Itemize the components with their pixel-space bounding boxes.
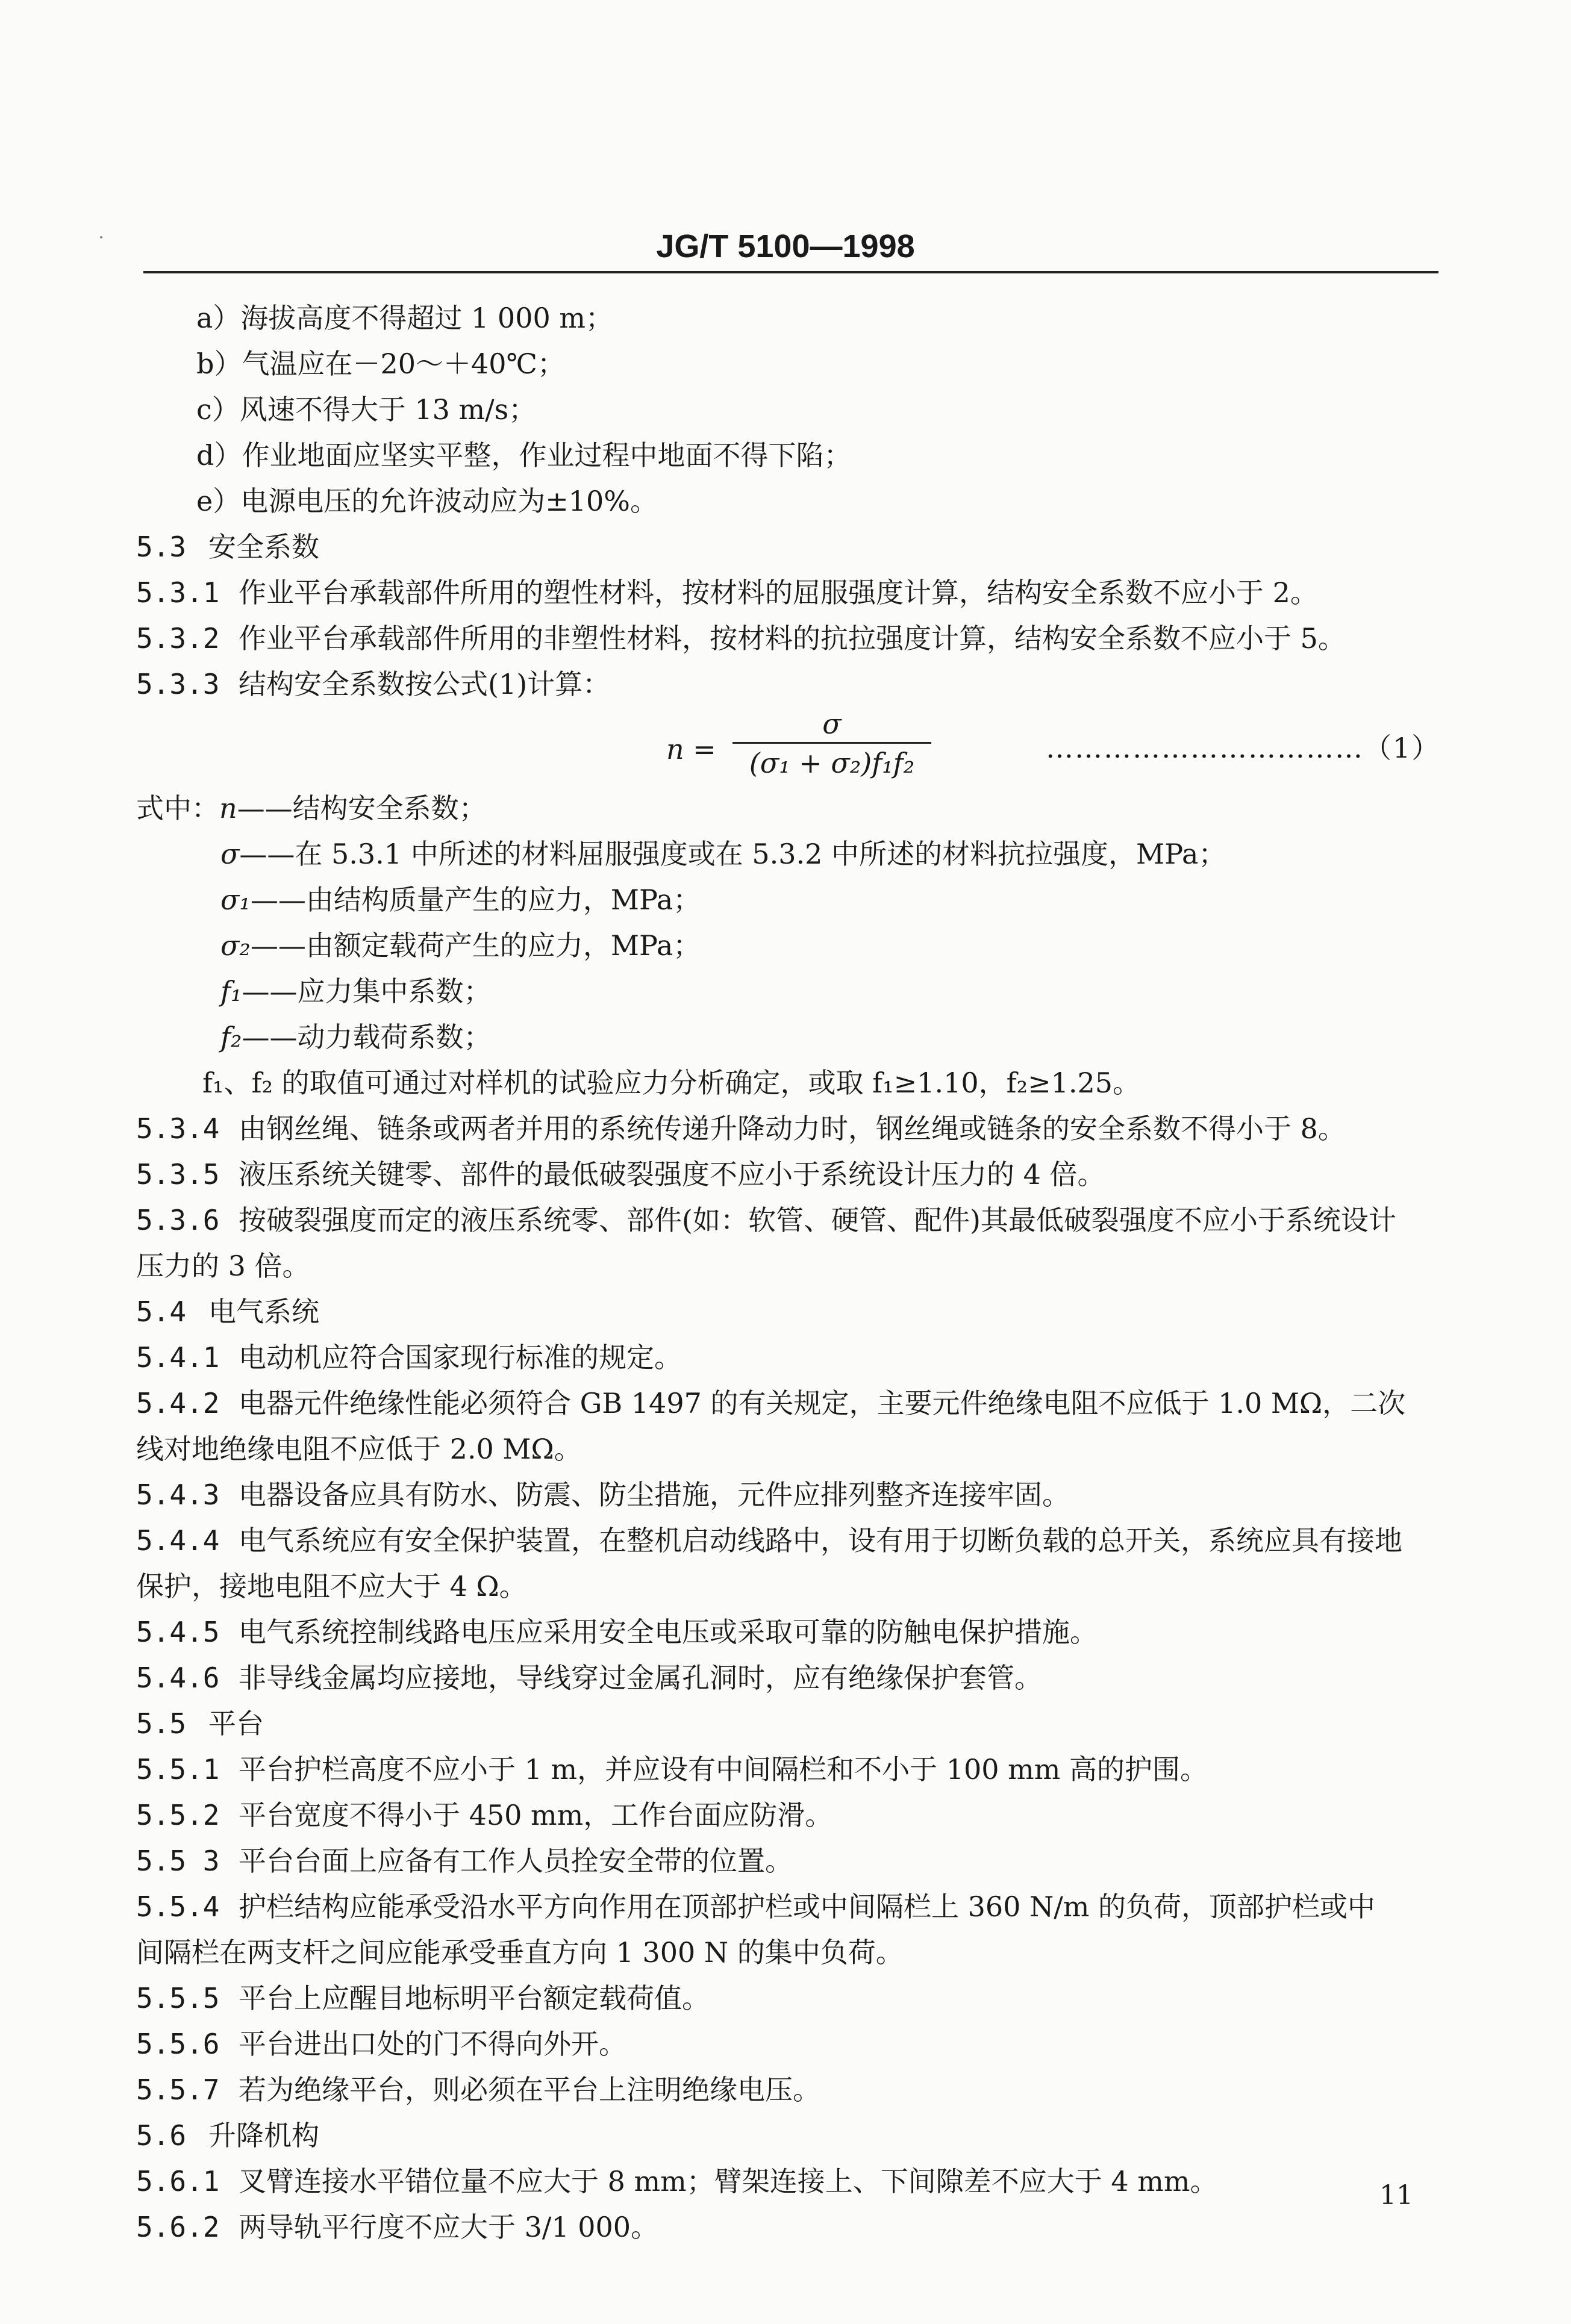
term-description: ——结构安全系数； — [237, 792, 487, 824]
clause-number: 5.6.1 — [136, 2165, 220, 2198]
term-symbol: f₂ — [220, 1021, 242, 1053]
section-heading-5-5 — [136, 1701, 1437, 1746]
formula-numerator: σ — [822, 708, 842, 740]
clause-number: 5.4.2 — [136, 1387, 220, 1419]
clause-text: 平台护栏高度不应小于 1 m，并应设有中间隔栏和不小于 100 mm 高的护围。 — [239, 1753, 1208, 1786]
clause-text: 电气系统应有安全保护装置，在整机启动线路中，设有用于切断负载的总开关，系统应具有接地 — [239, 1524, 1402, 1557]
clause-number: 5.5 3 — [136, 1845, 220, 1877]
clause-text: 平台进出口处的门不得向外开。 — [239, 2028, 626, 2060]
clause-text: 电器设备应具有防水、防震、防尘措施，元件应排列整齐连接牢固。 — [239, 1478, 1070, 1511]
list-item-e: e）电源电压的允许波动应为±10%。 — [196, 485, 658, 517]
clause-5-3-3 — [136, 661, 1437, 707]
clause-text: 非导线金属均应接地，导线穿过金属孔洞时，应有绝缘保护套管。 — [239, 1662, 1042, 1694]
clause-number: 5.5.4 — [136, 1890, 220, 1923]
clause-5-3-6-continued: 压力的 3 倍。 — [136, 1250, 310, 1282]
clause-number: 5.3.1 — [136, 576, 220, 609]
list-item-c: c）风速不得大于 13 m/s； — [196, 393, 537, 426]
clause-5-3-1 — [136, 570, 1437, 615]
term-description: ——动力载荷系数； — [242, 1021, 492, 1053]
clause-text: 若为绝缘平台，则必须在平台上注明绝缘电压。 — [239, 2073, 820, 2106]
clause-5-3-6 — [136, 1197, 1437, 1243]
clause-5-4-5 — [136, 1609, 1437, 1655]
clause-5-5-6 — [136, 2021, 1437, 2067]
formula-denominator: (σ₁ + σ₂)f₁f₂ — [749, 747, 915, 779]
clause-text: 电气系统控制线路电压应采用安全电压或采取可靠的防触电保护措施。 — [239, 1616, 1098, 1648]
document-body — [136, 295, 1441, 2250]
formula-reference: ……………………………（1） — [1046, 732, 1441, 764]
clause-text: 平台宽度不得小于 450 mm，工作台面应防滑。 — [239, 1799, 833, 1831]
clause-text: 平台上应醒目地标明平台额定载荷值。 — [239, 1982, 710, 2014]
section-title: 升降机构 — [208, 2119, 319, 2152]
clause-5-6-2 — [136, 2204, 1437, 2250]
fraction-bar — [732, 742, 931, 744]
where-sigma — [136, 831, 1437, 877]
clause-5-5-4 — [136, 1884, 1437, 1930]
clause-number: 5.5.7 — [136, 2073, 220, 2106]
clause-text: 两导轨平行度不应大于 3/1 000。 — [239, 2211, 659, 2243]
clause-5-5-7 — [136, 2067, 1437, 2113]
term-symbol: σ — [220, 838, 240, 870]
section-number: 5.3 — [136, 531, 187, 563]
section-number: 5.5 — [136, 1707, 187, 1740]
clause-5-6-1 — [136, 2158, 1437, 2204]
section-number: 5.4 — [136, 1295, 187, 1328]
clause-5-4-1 — [136, 1335, 1437, 1380]
where-intro: 式中： — [136, 792, 219, 824]
list-item-a: a）海拔高度不得超过 1 000 m； — [196, 302, 613, 334]
clause-number: 5.5.6 — [136, 2028, 220, 2060]
clause-5-5-5 — [136, 1975, 1437, 2021]
clause-number: 5.3.4 — [136, 1112, 220, 1145]
clause-5-3-5 — [136, 1151, 1437, 1197]
clause-text: 电器元件绝缘性能必须符合 GB 1497 的有关规定，主要元件绝缘电阻不应低于 1.0 MΩ，二次 — [239, 1387, 1406, 1419]
where-n — [136, 785, 1437, 831]
where-f2 — [136, 1014, 1437, 1060]
term-description: ——在 5.3.1 中所述的材料屈服强度或在 5.3.2 中所述的材料抗拉强度，MPa； — [239, 838, 1226, 870]
section-number: 5.6 — [136, 2119, 187, 2152]
clause-5-5-2 — [136, 1792, 1437, 1838]
section-heading-5-3 — [136, 524, 1437, 570]
clause-5-4-4-continued: 保护，接地电阻不应大于 4 Ω。 — [136, 1570, 527, 1603]
clause-5-4-3 — [136, 1472, 1437, 1518]
clause-text: 平台台面上应备有工作人员拴安全带的位置。 — [239, 1845, 793, 1877]
clause-number: 5.5.1 — [136, 1753, 220, 1786]
formula-1 — [136, 707, 1441, 785]
clause-5-4-4 — [136, 1518, 1437, 1563]
where-f1 — [136, 968, 1437, 1014]
page-header: JG/T 5100—1998 — [656, 228, 915, 264]
term-symbol: f₁ — [220, 975, 242, 1008]
clause-5-3-4 — [136, 1106, 1437, 1151]
section-heading-5-4 — [136, 1289, 1437, 1335]
clause-text: 作业平台承载部件所用的非塑性材料，按材料的抗拉强度计算，结构安全系数不应小于 5。 — [239, 622, 1346, 655]
list-item-b: b）气温应在－20～＋40℃； — [196, 347, 565, 380]
term-symbol: n — [219, 792, 237, 824]
clause-text: 作业平台承载部件所用的塑性材料，按材料的屈服强度计算，结构安全系数不应小于 2。 — [239, 576, 1318, 609]
where-note: f₁、f₂ 的取值可通过对样机的试验应力分析确定，或取 f₁≥1.10，f₂≥1.25。 — [202, 1067, 1141, 1099]
term-description: ——由额定载荷产生的应力，MPa； — [250, 929, 701, 962]
where-sigma1 — [136, 877, 1437, 923]
clause-number: 5.3.5 — [136, 1158, 220, 1191]
clause-5-5-4-continued: 间隔栏在两支杆之间应能承受垂直方向 1 300 N 的集中负荷。 — [136, 1936, 904, 1969]
section-heading-5-6 — [136, 2113, 1437, 2158]
clause-text: 液压系统关键零、部件的最低破裂强度不应小于系统设计压力的 4 倍。 — [239, 1158, 1105, 1191]
section-title: 电气系统 — [208, 1295, 319, 1328]
clause-number: 5.6.2 — [136, 2211, 220, 2243]
clause-text: 结构安全系数按公式(1)计算： — [239, 668, 611, 700]
clause-number: 5.4.4 — [136, 1524, 220, 1557]
clause-number: 5.4.3 — [136, 1478, 220, 1511]
list-item-d: d）作业地面应坚实平整，作业过程中地面不得下陷； — [196, 439, 852, 472]
formula-fraction — [732, 707, 931, 781]
clause-5-4-6 — [136, 1655, 1437, 1701]
term-symbol: σ₁ — [220, 883, 251, 916]
section-title: 安全系数 — [208, 531, 319, 563]
clause-number: 5.3.3 — [136, 668, 220, 700]
clause-5-5-3 — [136, 1838, 1437, 1884]
clause-5-3-2 — [136, 615, 1437, 661]
term-description: ——应力集中系数； — [242, 975, 492, 1008]
clause-number: 5.3.6 — [136, 1204, 220, 1236]
clause-number: 5.4.6 — [136, 1662, 220, 1694]
term-symbol: σ₂ — [220, 929, 251, 962]
clause-number: 5.5.2 — [136, 1799, 220, 1831]
clause-5-4-2-continued: 线对地绝缘电阻不应低于 2.0 MΩ。 — [136, 1433, 582, 1465]
header-rule — [143, 271, 1438, 273]
clause-text: 电动机应符合国家现行标准的规定。 — [239, 1341, 682, 1374]
where-sigma2 — [136, 923, 1437, 968]
clause-number: 5.4.5 — [136, 1616, 220, 1648]
clause-5-4-2 — [136, 1380, 1437, 1426]
clause-number: 5.3.2 — [136, 622, 220, 655]
clause-text: 按破裂强度而定的液压系统零、部件(如：软管、硬管、配件)其最低破裂强度不应小于系统设计 — [239, 1204, 1396, 1236]
formula-lhs: n = — [666, 733, 716, 765]
section-title: 平台 — [208, 1707, 264, 1740]
page-number: 11 — [1379, 2180, 1413, 2211]
term-description: ——由结构质量产生的应力，MPa； — [250, 883, 701, 916]
clause-text: 叉臂连接水平错位量不应大于 8 mm；臂架连接上、下间隙差不应大于 4 mm。 — [239, 2165, 1218, 2198]
clause-text: 由钢丝绳、链条或两者并用的系统传递升降动力时，钢丝绳或链条的安全系数不得小于 8。 — [239, 1112, 1346, 1145]
clause-text: 护栏结构应能承受沿水平方向作用在顶部护栏或中间隔栏上 360 N/m 的负荷，顶部护栏或中 — [239, 1890, 1376, 1923]
clause-5-5-1 — [136, 1746, 1437, 1792]
clause-number: 5.5.5 — [136, 1982, 220, 2014]
clause-number: 5.4.1 — [136, 1341, 220, 1374]
